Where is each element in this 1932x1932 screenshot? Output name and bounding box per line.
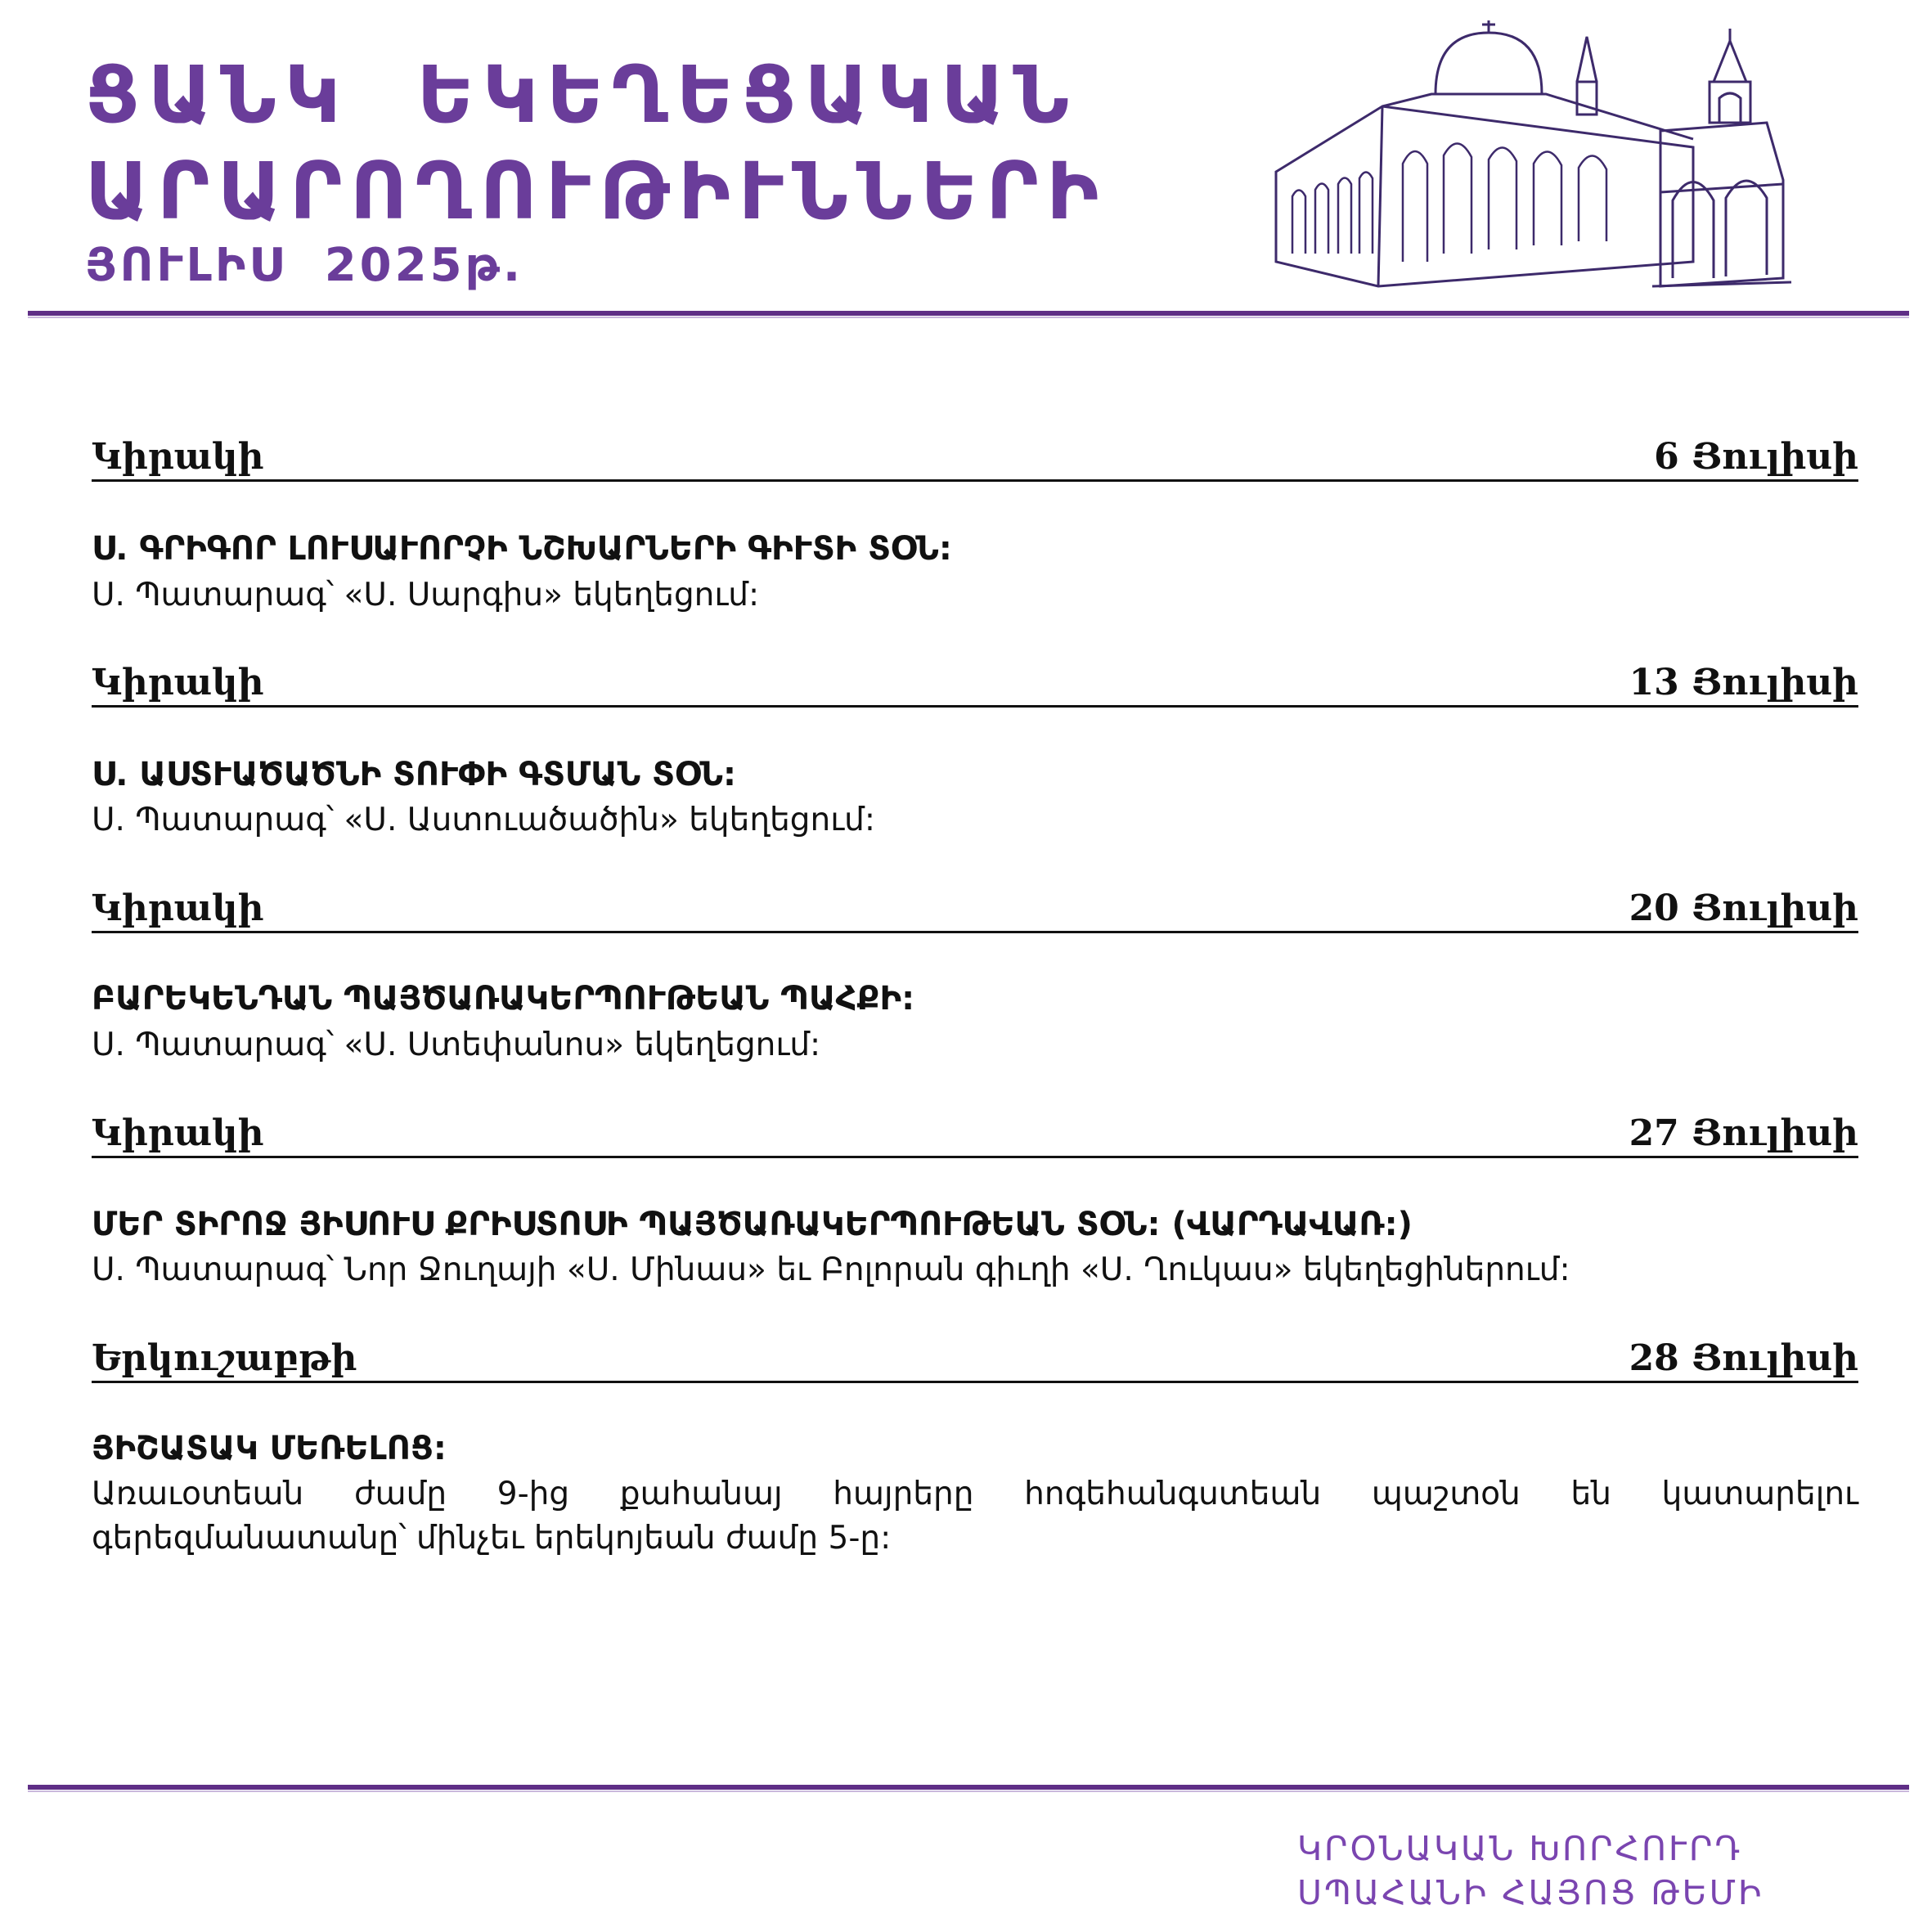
feast-title: Ս. ԳՐԻԳՈՐ ԼՈՒՍԱՒՈՐՉԻ ՆՇԽԱՐՆԵՐԻ ԳԻՒՏԻ ՏՕՆ:: [92, 530, 952, 568]
footer-council-name: ԿՐՕՆԱԿԱՆ ԽՈՐՀՈՒՐԴ: [1297, 1829, 1743, 1868]
weekday-label: Կիրակի: [92, 662, 264, 703]
weekday-label: Երկուշաբթի: [92, 1337, 357, 1379]
feast-detail: Ս. Պատարագ՝ Նոր Ջուղայի «Ս. Մինաս» եւ Բոլորան գիւղի «Ս. Ղուկաս» եկեղեցիներում:: [92, 1251, 1570, 1288]
weekday-label: Կիրակի: [92, 887, 264, 929]
day-row: [92, 1110, 1858, 1158]
page-title-line-2: ԱՐԱՐՈՂՈՒԹԻՒՆՆԵՐԻ: [85, 146, 1108, 237]
feast-detail: Ս. Պատարագ՝ «Ս. Սարգիս» եկեղեցում:: [92, 577, 760, 613]
feast-detail: Ս. Պատարագ՝ «Ս. Ստեփանոս» եկեղեցում:: [92, 1027, 821, 1063]
date-label: 20 Յուլիսի: [1629, 887, 1858, 929]
feast-detail: Առաւօտեան ժամը 9-ից քահանայ հայրերը հոգեհանգստեան պաշտօն են կատարելու գերեզմանատանը՝ մինչեւ երեկոյեան ժամը 5-ը:: [92, 1476, 1858, 1557]
day-row: [92, 659, 1858, 708]
date-label: 27 Յուլիսի: [1629, 1112, 1858, 1154]
footer-diocese-name: ՍՊԱՀԱՆԻ ՀԱՅՈՑ ԹԵՄԻ: [1297, 1873, 1764, 1912]
feast-title: ՄԵՐ ՏԻՐՈՋ ՅԻՍՈՒՍ ՔՐԻՍՏՈՍԻ ՊԱՅԾԱՌԱԿԵՐՊՈՒԹԵԱՆ ՏՕՆ: (ՎԱՐԴԱՎԱՌ:): [92, 1206, 1413, 1243]
date-label: 6 Յուլիսի: [1654, 436, 1858, 478]
feast-title: ԲԱՐԵԿԵՆԴԱՆ ՊԱՅԾԱՌԱԿԵՐՊՈՒԹԵԱՆ ՊԱՀՔԻ:: [92, 980, 915, 1018]
weekday-label: Կիրակի: [92, 436, 264, 478]
date-label: 28 Յուլիսի: [1629, 1337, 1858, 1379]
day-row: [92, 885, 1858, 933]
day-row: [92, 434, 1858, 482]
page-title-line-1: ՑԱՆԿ ԵԿԵՂԵՑԱԿԱՆ: [85, 49, 1077, 141]
feast-title: Ս. ԱՍՏՒԱԾԱԾՆԻ ՏՈՒՓԻ ԳՏՄԱՆ ՏՕՆ:: [92, 756, 736, 793]
header-divider: [28, 311, 1909, 316]
church-illustration-icon: [1268, 16, 1799, 294]
feast-detail: Ս. Պատարագ՝ «Ս. Աստուածածին» եկեղեցում:: [92, 802, 876, 838]
weekday-label: Կիրակի: [92, 1112, 264, 1154]
date-label: 13 Յուլիսի: [1629, 662, 1858, 703]
footer-divider: [28, 1785, 1909, 1790]
feast-title: ՅԻՇԱՏԱԿ ՄԵՌԵԼՈՑ:: [92, 1430, 447, 1467]
day-row: [92, 1335, 1858, 1383]
month-year-subtitle: ՅՈՒԼԻՍ 2025թ.: [85, 239, 524, 292]
